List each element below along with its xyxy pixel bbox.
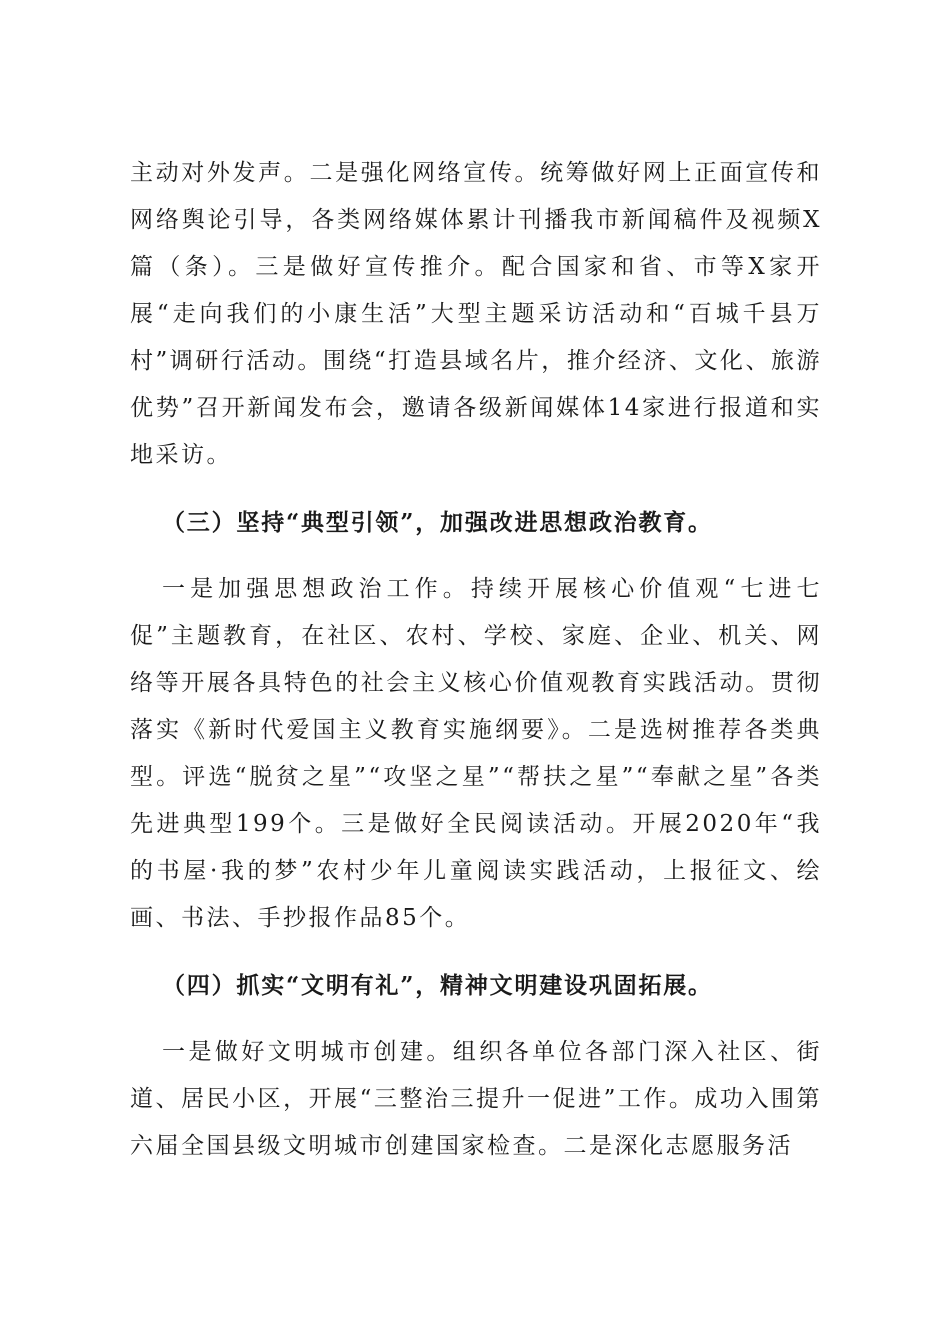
paragraph-ideological-education: 一是加强思想政治工作。持续开展核心价值观“七进七促”主题教育，在社区、农村、学校、家庭、企业、机关、网络等开展各具特色的社会主义核心价值观教育实践活动。贯彻落实《新时代爱国主义教育实施纲要》。二是选树推荐各类典型。评选“脱贫之星”“攻坚之星”“帮扶之星”“奉献之星”各类先进典型199个。三是做好全民阅读活动。开展2020年“我的书屋·我的梦”农村少年儿童阅读实践活动，上报征文、绘画、书法、手抄报作品85个。 — [130, 576, 822, 931]
paragraph-gap — [130, 479, 822, 499]
paragraph-publicity: 主动对外发声。二是强化网络宣传。统筹做好网上正面宣传和网络舆论引导，各类网络媒体累计刊播我市新闻稿件及视频X篇（条）。三是做好宣传推介。配合国家和省、市等X家开展“走向我们的小康生活”大型主题采访活动和“百城千县万村”调研行活动。围绕“打造县域名片，推介经济、文化、旅游优势”召开新闻发布会，邀请各级新闻媒体14家进行报道和实地采访。 — [130, 160, 822, 468]
paragraph-gap — [130, 546, 822, 566]
section-heading-4: （四）抓实“文明有礼”，精神文明建设巩固拓展。 — [162, 972, 713, 999]
section-heading-3: （三）坚持“典型引领”，加强改进思想政治教育。 — [162, 509, 713, 536]
document-page — [130, 150, 822, 1170]
paragraph-civilization-building: 一是做好文明城市创建。组织各单位各部门深入社区、街道、居民小区，开展“三整治三提升一促进”工作。成功入围第六届全国县级文明城市创建国家检查。二是深化志愿服务活 — [130, 1039, 822, 1159]
paragraph-gap — [130, 942, 822, 962]
paragraph-gap — [130, 1009, 822, 1029]
